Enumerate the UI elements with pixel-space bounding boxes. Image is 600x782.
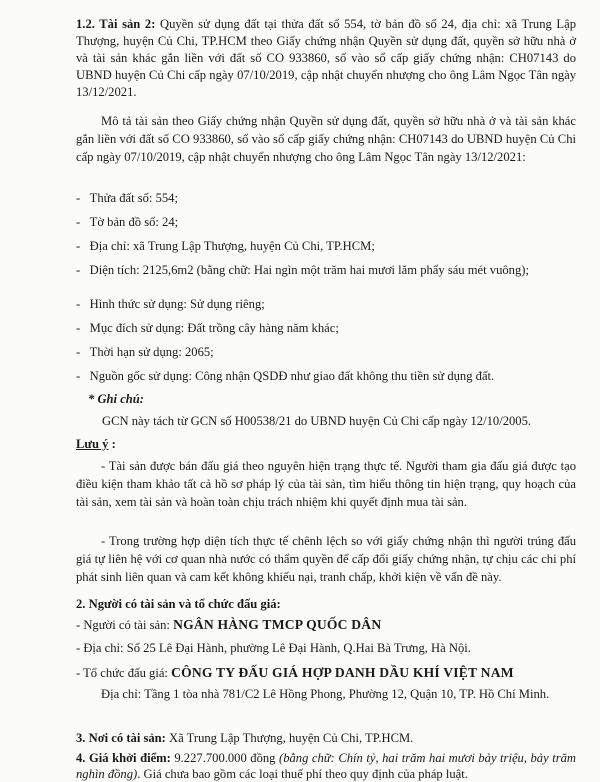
list-item: - Địa chỉ: xã Trung Lập Thượng, huyện Củ Chi, TP.HCM;: [76, 239, 375, 253]
list-item: - Diện tích: 2125,6m2 (bằng chữ: Hai ngìn một trăm hai mươi lăm phẩy sáu mét vuông);: [76, 263, 529, 277]
list-item: - Nguồn gốc sử dụng: Công nhận QSDĐ như giao đất không thu tiền sử dụng đất.: [76, 369, 495, 383]
asset-owner-label: - Người có tài sản:: [76, 618, 174, 632]
starting-price-amount: 9.227.700.000 đồng: [170, 751, 279, 765]
caution-paragraph-1: - Tài sản được bán đấu giá theo nguyên hiện trạng thực tế. Người tham gia đấu giá được tạo điều kiện tham khảo tất cả hồ sơ pháp lý của tài sản, tìm hiểu thông tin hiện trạng, quy hoạch của tài sản, xem tài sản và hoàn toàn chịu trách nhiệm khi quyết định mua tài sản.: [76, 459, 576, 509]
asset-location-heading: 3. Nơi có tài sản:: [76, 731, 166, 745]
asset-description: Mô tả tài sản theo Giấy chứng nhận Quyền sử dụng đất, quyền sở hữu nhà ở và tài sản khác gắn liền với đất số CO 933860, số vào sổ cấp giấy chứng nhận: CH07143 do UBND huyện Củ Chi cấp ngày 07/10/2019, cập nhật chuyển nhượng cho ông Lâm Ngọc Tân ngày 13/12/2021:: [76, 114, 576, 164]
asset-owner-name: NGÂN HÀNG TMCP QUỐC DÂN: [173, 617, 382, 632]
asset-2-heading: 1.2. Tài sản 2:: [76, 17, 156, 31]
note-label: * Ghi chú:: [88, 392, 144, 406]
note-heading-colon: :: [108, 437, 116, 451]
asset-2-text: Quyền sử dụng đất tại thửa đất số 554, tờ bản đồ số 24, địa chỉ: xã Trung Lập Thượng, huyện Củ Chi, TP.HCM theo Giấy chứng nhận Quyền sử dụng đất, quyền sở hữu nhà ở và tài sản khác gắn liền với đất số CO 933860, số vào sổ cấp giấy chứng nhận: CH07143 do UBND huyện Củ Chi cấp ngày 07/10/2019, cập nhật chuyển nhượng cho ông Lâm Ngọc Tân ngày 13/12/2021.: [76, 17, 576, 99]
asset-owner-line: [76, 616, 576, 634]
starting-price-tail: . Giá chưa bao gồm các loại thuế phí theo quy định của pháp luật.: [137, 767, 468, 781]
asset-2-paragraph: [76, 16, 576, 101]
asset-owner-address: - Địa chỉ: Số 25 Lê Đại Hành, phường Lê Đại Hành, Q.Hai Bà Trưng, Hà Nội.: [76, 641, 471, 655]
list-item: - Mục đích sử dụng: Đất trồng cây hàng năm khác;: [76, 321, 339, 335]
starting-price-heading: 4. Giá khởi điểm:: [76, 751, 171, 765]
starting-price-words: (bằng chữ: Chín tỷ, hai trăm hai mươi bảy triệu, bảy trăm nghìn đồng): [76, 751, 576, 781]
starting-price: [76, 750, 576, 782]
list-item: - Tờ bản đồ số: 24;: [76, 215, 179, 229]
auction-org-label: - Tổ chức đấu giá:: [76, 666, 172, 680]
auction-org-line: [76, 664, 586, 682]
asset-location: [76, 730, 576, 747]
list-item: - Hình thức sử dụng: Sử dụng riêng;: [76, 297, 265, 311]
auction-org-address: Địa chỉ: Tầng 1 tòa nhà 781/C2 Lê Hồng Phong, Phường 12, Quận 10, TP. Hồ Chí Minh.: [101, 687, 550, 701]
caution-paragraph-2: - Trong trường hợp diện tích thực tế chênh lệch so với giấy chứng nhận thì người trúng đấu giá tự liên hệ với cơ quan nhà nước có thẩm quyền để cấp đổi giấy chứng nhận, tự chịu các chi phí phát sinh liên quan và cam kết không khiếu nại, tranh chấp, khởi kiện về vấn đề này.: [76, 534, 576, 584]
parties-heading: 2. Người có tài sản và tổ chức đấu giá:: [76, 597, 281, 611]
note-heading: [76, 436, 116, 453]
auction-org-name: CÔNG TY ĐẤU GIÁ HỢP DANH DẦU KHÍ VIỆT NAM: [171, 665, 514, 680]
list-item: - Thửa đất số: 554;: [76, 191, 178, 205]
note-heading-label: Lưu ý: [76, 437, 109, 451]
list-item: - Thời hạn sử dụng: 2065;: [76, 345, 214, 359]
note-text: GCN này tách từ GCN số H00538/21 do UBND huyện Củ Chi cấp ngày 12/10/2005.: [102, 414, 532, 428]
asset-location-text: Xã Trung Lập Thượng, huyện Củ Chi, TP.HCM.: [165, 731, 414, 745]
